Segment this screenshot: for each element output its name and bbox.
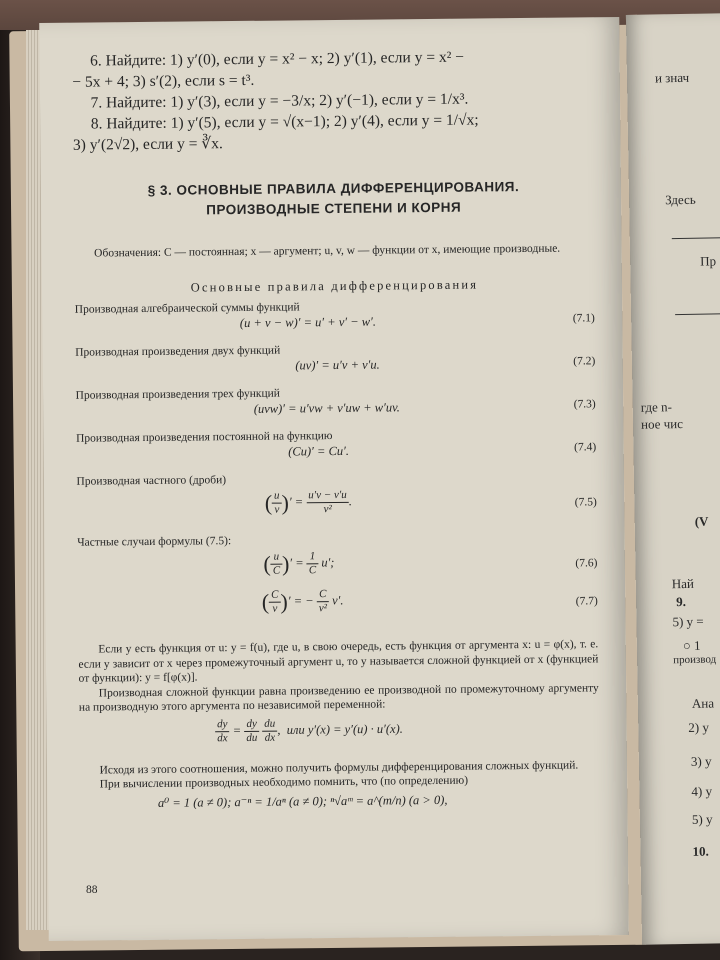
formula-7-5	[77, 484, 597, 529]
exercise-8-line1: 8. Найдите: 1) y′(5), если y = √(x−1); 2) y′(4), если y = 1/√x;	[90, 111, 479, 133]
right-page-text: 5) y =	[672, 613, 704, 630]
right-page-text: Ана	[691, 695, 715, 711]
formula-7-4	[76, 441, 596, 468]
right-page-text: ное чис	[640, 416, 684, 432]
formula-number: (7.1)	[572, 312, 595, 325]
paragraph-remember: При вычислении производных необходимо помнить, что (по определению)	[99, 774, 469, 791]
paragraph-derivation: Исходя из этого соотношения, можно получить формулы дифференцирования сложных функций.	[99, 758, 579, 776]
rule-label-constant-product: Производная произведения постоянной на функцию	[76, 430, 333, 445]
formula-number: (7.3)	[573, 398, 596, 411]
formula-number: (7.5)	[574, 496, 597, 509]
right-page-text: где n-	[640, 399, 673, 415]
formula-number: (7.6)	[575, 557, 598, 570]
chain-rule-formula	[79, 710, 599, 755]
paragraph-composite-function: Если y есть функция от u: y = f(u), где u, в свою очередь, есть функция от аргумента x: u = φ(x), т. е. если y зависит от x через промежуточный аргумент u, то y называется сложной функцией от x (функцией от функции): y = f[φ(x)].	[78, 638, 599, 685]
exercise-7: 7. Найдите: 1) y′(3), если y = −3/x; 2) y′(−1), если y = 1/x³.	[90, 90, 469, 112]
notation-text: Обозначения: C — постоянная; x — аргумент; u, v, w — функции от x, имеющие производные.	[94, 242, 561, 260]
right-page-text: ○ 1	[682, 637, 701, 654]
rule-label-sum: Производная алгебраической суммы функций	[74, 301, 300, 316]
right-page-text: 3) y	[690, 753, 712, 769]
formula-7-1	[75, 312, 595, 339]
formula-7-2	[75, 355, 595, 382]
chain-rule-expression: $\frac{dy}{dx}$ = $\frac{dy}{du}$ $\frac{du}{dx}$ , или y′(x) = y′(u) · u′(x).	[217, 717, 403, 744]
right-page-text: производ	[673, 653, 717, 667]
right-page-text: Здесь	[664, 191, 696, 208]
right-page-text: 5) y	[691, 811, 713, 827]
rule-label-product-two: Производная произведения двух функций	[75, 344, 281, 359]
special-formula-1: ( $\frac{u}{C}$ )′ = $\frac{1}{C}$ u′;	[263, 550, 335, 577]
exercise-6-line2: − 5x + 4; 3) s′(2), если s = t³.	[72, 71, 255, 91]
right-page-text: Най	[671, 575, 695, 592]
special-formula-2: ( $\frac{C}{v}$ )′ = − $\frac{C}{\text{v²}}$ v′.	[261, 588, 344, 615]
formula-text: (Cu)′ = Cu′.	[288, 443, 350, 459]
section-title-line2: ПРОИЗВОДНЫЕ СТЕПЕНИ И КОРНЯ	[206, 199, 462, 218]
formula-number: (7.2)	[573, 355, 596, 368]
right-page-text: Пр	[700, 253, 717, 269]
paragraph-chain-rule: Производная сложной функции равна произведению ее производной по промежуточному аргументу на производную этого аргумента по независимой переменной:	[78, 681, 599, 714]
page-content	[72, 45, 600, 814]
right-page-text: 4) y	[691, 783, 713, 799]
rule-label-product-three: Производная произведения трех функций	[75, 387, 280, 402]
exercise-6-line1: 6. Найдите: 1) y′(0), если y = x² − x; 2) y′(1), если y = x² −	[90, 48, 465, 70]
formula-text: (uv)′ = u′v + v′u.	[295, 357, 380, 373]
right-page-text: и знач	[654, 69, 690, 86]
formula-number: (7.4)	[574, 441, 597, 454]
formula-text: (u + v − w)′ = u′ + v′ − w′.	[239, 314, 377, 331]
quotient-formula: ( $\frac{u}{v}$ )′ = $\frac{u'v - v'u}{\text{v²}}$ .	[264, 488, 353, 516]
right-page-text: 10.	[692, 843, 709, 859]
rule-label-quotient: Производная частного (дроби)	[76, 474, 227, 488]
formula-7-6	[77, 545, 597, 590]
rule-label-special-cases: Частные случаи формулы (7.5):	[77, 535, 232, 549]
right-page	[626, 13, 720, 945]
page-number: 88	[86, 884, 98, 896]
formula-7-7	[78, 585, 598, 630]
section-title	[73, 176, 593, 221]
right-page-text: (V	[694, 513, 709, 529]
right-page-rule	[672, 237, 720, 239]
formula-7-3	[76, 398, 596, 425]
section-title-line1: § 3. ОСНОВНЫЕ ПРАВИЛА ДИФФЕРЕНЦИРОВАНИЯ.	[147, 179, 520, 198]
right-page-text: 2) y	[688, 719, 710, 735]
power-definitions-text: a⁰ = 1 (a ≠ 0); a⁻ⁿ = 1/aⁿ (a ≠ 0); ⁿ√aᵐ = a^(m/n) (a > 0),	[157, 792, 448, 810]
rules-subheading: Основные правила дифференцирования	[190, 277, 479, 295]
formula-text: (uvw)′ = u′vw + v′uw + w′uv.	[253, 400, 400, 416]
right-page-rule	[675, 313, 720, 315]
exercise-8-line2: 3) y′(2√2), если y = ∛x.	[72, 135, 223, 154]
formula-number: (7.7)	[575, 595, 598, 608]
right-page-text: 9.	[676, 593, 687, 610]
